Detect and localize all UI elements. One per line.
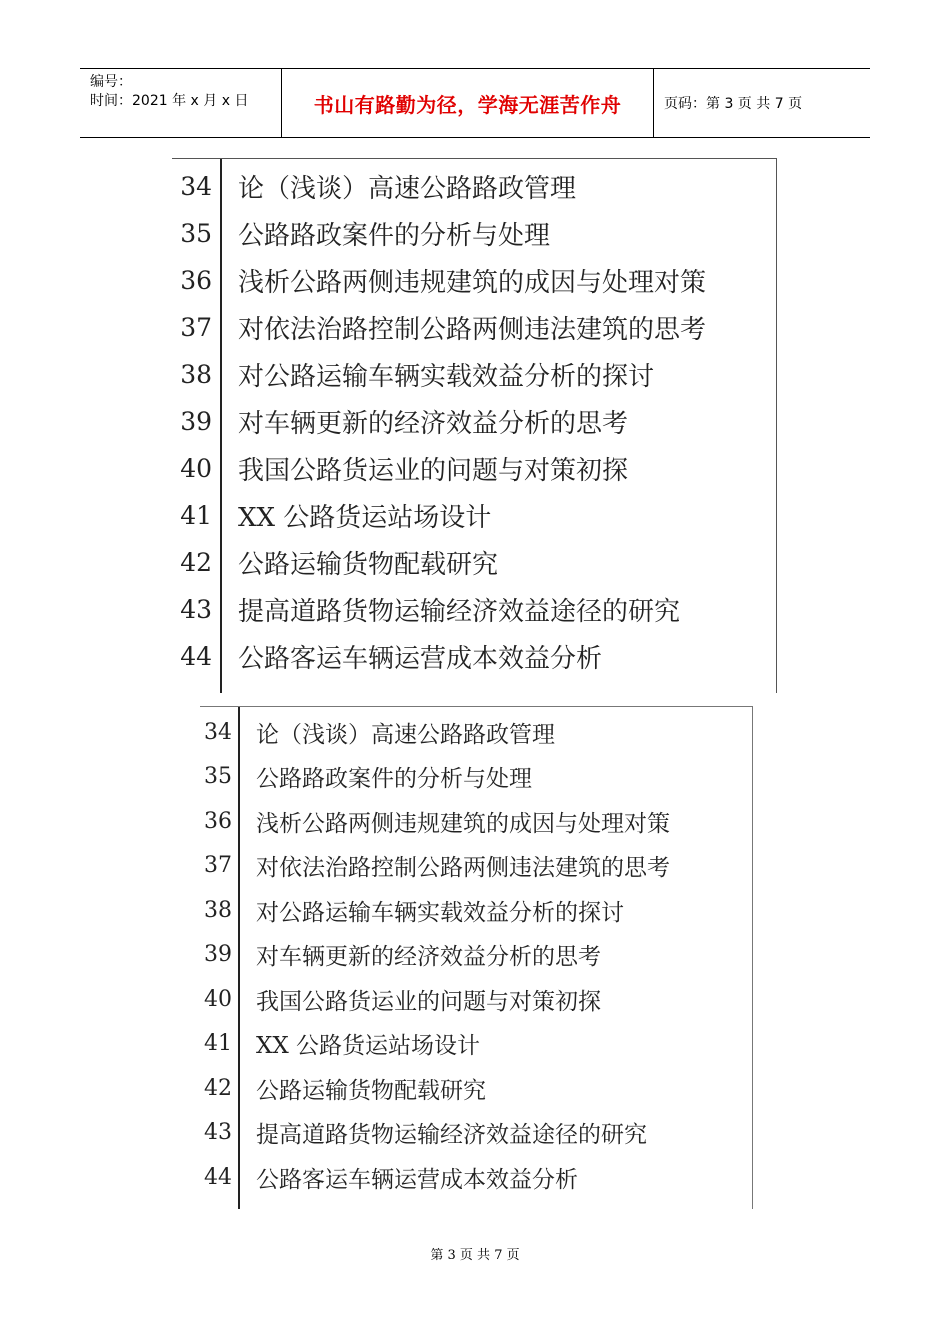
topic-row: [172, 398, 776, 445]
topic-row: [172, 304, 776, 351]
topic-number: 38: [180, 360, 212, 389]
topic-title: 论（浅谈）高速公路路政管理: [238, 174, 577, 204]
topic-title: 对公路运输车辆实载效益分析的探讨: [238, 362, 655, 392]
header-page-info: 页码：第 3 页 共 7 页: [664, 96, 803, 112]
header-meta: [80, 69, 282, 137]
topic-title: 浅析公路两侧违规建筑的成因与处理对策: [256, 810, 670, 837]
topic-title: 对依法治路控制公路两侧违法建筑的思考: [238, 315, 707, 345]
topic-title: 对车辆更新的经济效益分析的思考: [256, 944, 601, 971]
topic-number: 39: [180, 407, 212, 436]
topic-row: [172, 351, 776, 398]
serial-label: 编号：: [90, 74, 132, 90]
topic-number: 43: [204, 1120, 232, 1146]
topic-number: 40: [180, 454, 212, 483]
topic-row: [200, 710, 752, 755]
topic-number: 42: [204, 1075, 232, 1101]
topic-number: 44: [204, 1164, 232, 1190]
topic-title: 对公路运输车辆实载效益分析的探讨: [256, 899, 624, 926]
topic-row: [172, 445, 776, 492]
topic-row: [200, 1111, 752, 1156]
topic-row: [200, 755, 752, 800]
topic-row: [172, 210, 776, 257]
page-footer: 第 3 页 共 7 页: [430, 1248, 520, 1263]
time-label: 时间：2021 年 x 月 x 日: [90, 93, 249, 109]
topic-number: 40: [204, 986, 232, 1012]
topic-number: 34: [204, 719, 232, 745]
topic-number: 35: [180, 219, 212, 248]
topic-number: 39: [204, 942, 232, 968]
topic-title: 我国公路货运业的问题与对策初探: [256, 988, 601, 1015]
topic-row: [200, 799, 752, 844]
topic-row: [200, 933, 752, 978]
topic-row: [172, 633, 776, 680]
topic-number: 44: [180, 642, 212, 671]
topic-title: 公路客运车辆运营成本效益分析: [238, 644, 603, 674]
topic-title: 对车辆更新的经济效益分析的思考: [238, 409, 629, 439]
topic-row: [200, 888, 752, 933]
topic-title: XX 公路货运站场设计: [256, 1033, 481, 1060]
topic-number: 37: [204, 853, 232, 879]
topic-row: [172, 257, 776, 304]
topic-row: [200, 1155, 752, 1200]
topic-row: [172, 586, 776, 633]
topic-number: 35: [204, 764, 232, 790]
topic-number: 42: [180, 548, 212, 577]
topic-number: 43: [180, 595, 212, 624]
topic-row: [200, 1066, 752, 1111]
topic-row: [200, 844, 752, 889]
topic-row: [200, 977, 752, 1022]
topic-row: [200, 1022, 752, 1067]
topic-title: 我国公路货运业的问题与对策初探: [238, 456, 629, 486]
topic-number: 38: [204, 897, 232, 923]
topic-number: 41: [180, 501, 212, 530]
topic-number: 34: [180, 172, 212, 201]
page-header: [80, 68, 870, 138]
topic-title: 论（浅谈）高速公路路政管理: [256, 721, 555, 748]
topic-list-image-1: [172, 158, 777, 693]
topic-row: [172, 492, 776, 539]
topic-title: 公路运输货物配载研究: [256, 1077, 486, 1104]
topic-title: 提高道路货物运输经济效益途径的研究: [238, 597, 681, 627]
topic-number: 36: [204, 808, 232, 834]
topic-row: [172, 539, 776, 586]
topic-number: 41: [204, 1031, 232, 1057]
topic-title: 对依法治路控制公路两侧违法建筑的思考: [256, 855, 670, 882]
topic-row: [172, 163, 776, 210]
topic-number: 36: [180, 266, 212, 295]
topic-title: 提高道路货物运输经济效益途径的研究: [256, 1122, 647, 1149]
topic-title: 公路客运车辆运营成本效益分析: [256, 1166, 578, 1193]
topic-title: 浅析公路两侧违规建筑的成因与处理对策: [238, 268, 707, 298]
topic-number: 37: [180, 313, 212, 342]
topic-list-image-2: [200, 706, 753, 1209]
topic-title: 公路路政案件的分析与处理: [256, 766, 532, 793]
topic-title: 公路运输货物配载研究: [238, 550, 499, 580]
header-motto: 书山有路勤为径，学海无涯苦作舟: [282, 69, 654, 137]
topic-title: 公路路政案件的分析与处理: [238, 221, 551, 251]
topic-title: XX 公路货运站场设计: [238, 503, 492, 533]
